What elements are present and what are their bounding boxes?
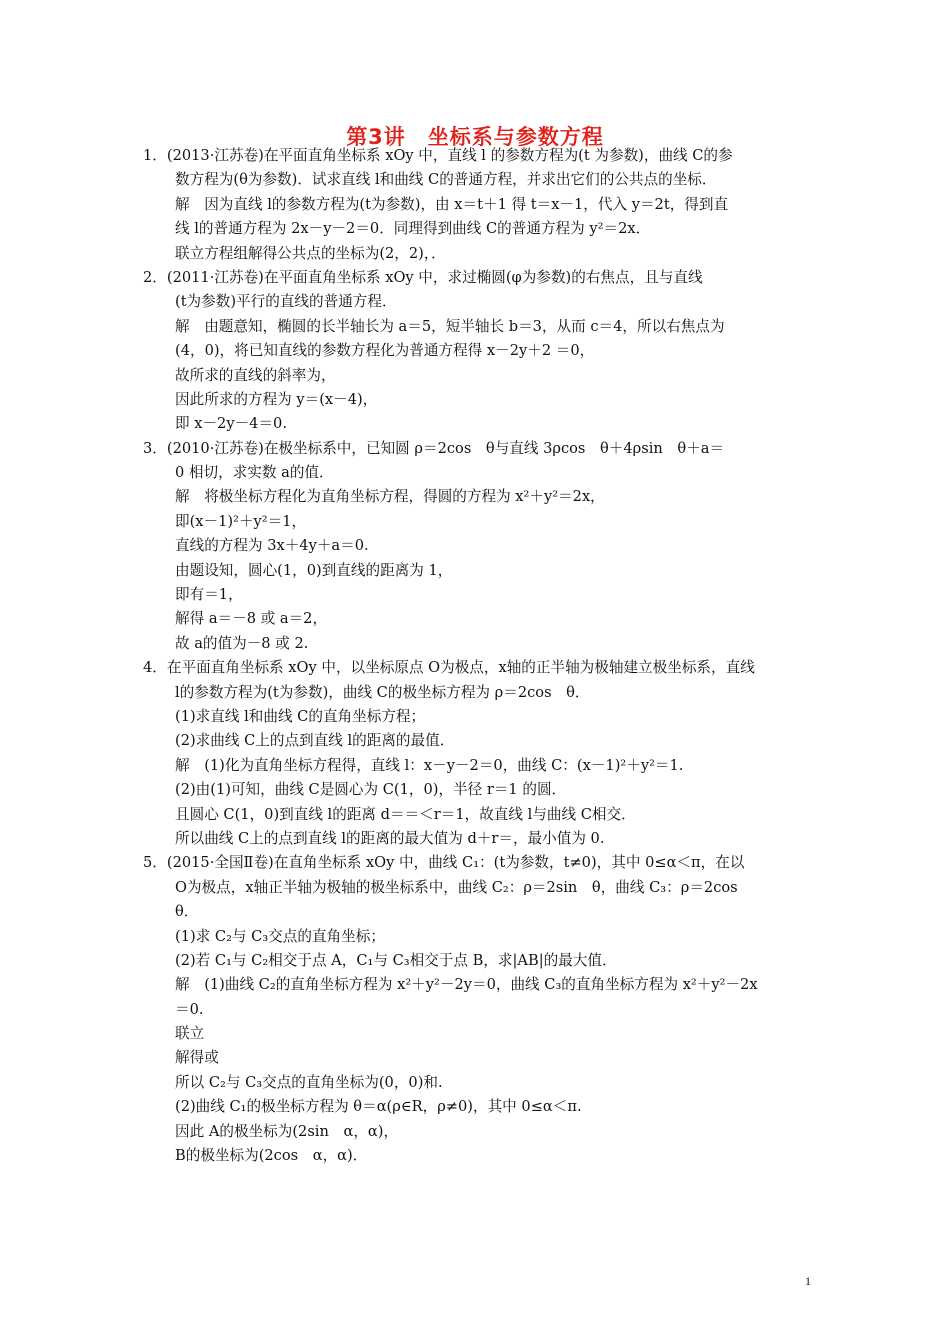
text-line: 即 x－2y－4＝0. — [175, 415, 287, 433]
text-line: B的极坐标为(2cos α，α)． — [175, 1147, 368, 1165]
text-line: 解 (1)曲线 C₂的直角坐标方程为 x²＋y²－2y＝0，曲线 C₃的直角坐标方程为 x²＋y²－2x — [175, 976, 758, 994]
page-number: 1 — [805, 1274, 811, 1288]
text-line: (2)若 C₁与 C₂相交于点 A，C₁与 C₃相交于点 B，求|AB|的最大值． — [175, 951, 617, 969]
text-line: (2)求曲线 C上的点到直线 l的距离的最值． — [175, 732, 455, 750]
text-line: 由题设知，圆心(1，0)到直线的距离为 1， — [175, 561, 453, 579]
text-line: 且圆心 C(1，0)到直线 l的距离 d＝＝＜r＝1，故直线 l与曲线 C相交． — [175, 805, 636, 823]
text-line: (1)求直线 l和曲线 C的直角坐标方程； — [175, 707, 426, 725]
text-line: 联立 — [175, 1025, 205, 1043]
document-body — [143, 144, 813, 1168]
text-line: 因此 A的极坐标为(2sin α，α)， — [175, 1122, 399, 1140]
text-line: 5．(2015·全国Ⅱ卷)在直角坐标系 xOy 中，曲线 C₁：(t为参数，t≠0)，其中 0≤α＜π，在以 — [143, 854, 745, 872]
text-line: 所以 C₂与 C₃交点的直角坐标为(0，0)和. — [175, 1073, 443, 1091]
text-line: 即有＝1， — [175, 586, 243, 604]
text-line: 即(x－1)²＋y²＝1， — [175, 512, 307, 530]
text-line: (t为参数)平行的直线的普通方程． — [175, 293, 397, 311]
text-line: 因此所求的方程为 y＝(x－4)， — [175, 390, 378, 408]
text-line: 所以曲线 C上的点到直线 l的距离的最大值为 d＋r＝，最小值为 0. — [175, 829, 605, 847]
text-line: 1．(2013·江苏卷)在平面直角坐标系 xOy 中，直线 l 的参数方程为(t 为参数)，曲线 C的参 — [143, 147, 733, 164]
text-line: 线 l的普通方程为 2x－y－2＝0．同理得到曲线 C的普通方程为 y²＝2x． — [175, 220, 651, 238]
text-line: (1)求 C₂与 C₃交点的直角坐标； — [175, 927, 385, 945]
text-line: 2．(2011·江苏卷)在平面直角坐标系 xOy 中，求过椭圆(φ为参数)的右焦点，且与直线 — [143, 268, 703, 286]
text-line: 联立方程组解得公共点的坐标为(2，2)，． — [175, 244, 446, 262]
text-line: 故 a的值为－8 或 2. — [175, 634, 309, 652]
text-line: l的参数方程为(t为参数)，曲线 C的极坐标方程为 ρ＝2cos θ． — [175, 683, 590, 701]
text-line: 解 因为直线 l的参数方程为(t为参数)，由 x＝t＋1 得 t＝x－1，代入 y＝2t，得到直 — [175, 195, 729, 213]
text-line: (4，0)，将已知直线的参数方程化为普通方程得 x－2y＋2 ＝0， — [175, 342, 595, 360]
text-line: 故所求的直线的斜率为， — [175, 366, 336, 384]
text-line: 解 (1)化为直角坐标方程得，直线 l：x－y－2＝0，曲线 C：(x－1)²＋y²＝1. — [175, 756, 684, 774]
page-title: 第3讲 坐标系与参数方程 — [346, 125, 604, 149]
text-line: (2)由(1)可知，曲线 C是圆心为 C(1，0)，半径 r＝1 的圆． — [175, 781, 567, 799]
text-line: 解 由题意知，椭圆的长半轴长为 a＝5，短半轴长 b＝3，从而 c＝4，所以右焦点为 — [175, 317, 725, 335]
text-line: 解得 a＝－8 或 a＝2， — [175, 610, 328, 628]
text-line: 直线的方程为 3x＋4y＋a＝0. — [175, 537, 369, 555]
text-line: (2)曲线 C₁的极坐标方程为 θ＝α(ρ∈R，ρ≠0)，其中 0≤α＜π. — [175, 1098, 582, 1116]
text-line: O为极点，x轴正半轴为极轴的极坐标系中，曲线 C₂：ρ＝2sin θ，曲线 C₃：ρ＝2cos — [175, 878, 738, 896]
text-line: 0 相切，求实数 a的值． — [175, 464, 334, 482]
text-line: 4．在平面直角坐标系 xOy 中，以坐标原点 O为极点，x轴的正半轴为极轴建立极坐标系，直线 — [143, 659, 755, 677]
text-line: 解得或 — [175, 1049, 219, 1067]
text-line: 3．(2010·江苏卷)在极坐标系中，已知圆 ρ＝2cos θ与直线 3ρcos θ＋4ρsin θ＋a＝ — [143, 439, 725, 457]
text-line: ＝0. — [175, 1000, 204, 1018]
text-line: 解 将极坐标方程化为直角坐标方程，得圆的方程为 x²＋y²＝2x， — [175, 488, 605, 506]
text-line: θ． — [175, 903, 199, 921]
text-line: 数方程为(θ为参数)．试求直线 l和曲线 C的普通方程，并求出它们的公共点的坐标． — [175, 171, 717, 189]
